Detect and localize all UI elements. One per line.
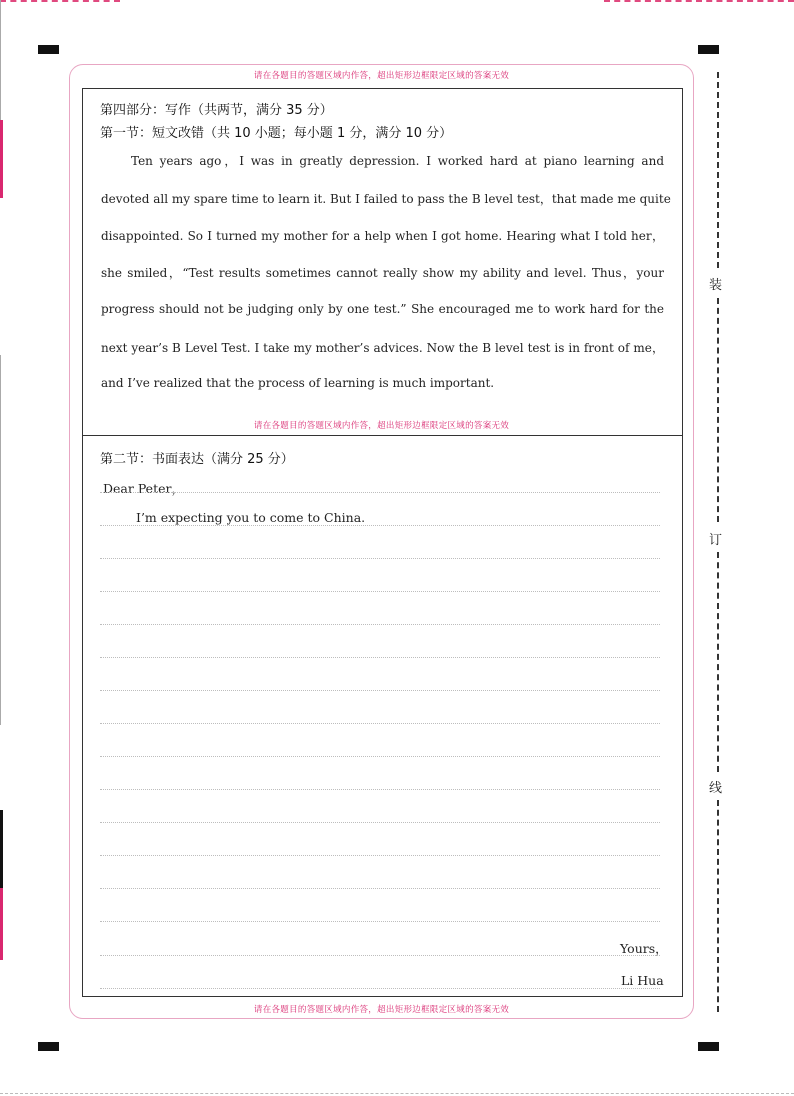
left-edge-pink xyxy=(0,120,3,198)
section2-title: 第二节：书面表达（满分 25 分） xyxy=(100,452,294,467)
top-dash-left xyxy=(0,0,120,2)
letter-first-line: I’m expecting you to come to China. xyxy=(136,510,366,525)
binding-line-4 xyxy=(717,800,719,1012)
writing-rule xyxy=(100,591,660,592)
corner-marker-tl xyxy=(38,45,59,54)
writing-rule xyxy=(100,624,660,625)
binding-char-zhuang: 装 xyxy=(709,278,723,293)
left-edge-gray-2 xyxy=(0,355,1,725)
left-edge-pink-2 xyxy=(0,888,3,960)
writing-rule xyxy=(100,921,660,922)
letter-signature: Li Hua xyxy=(621,973,664,988)
writing-rule xyxy=(100,657,660,658)
bottom-dash xyxy=(0,1093,794,1094)
writing-rule xyxy=(100,756,660,757)
writing-rule xyxy=(100,988,660,989)
passage-line-4: she smiled，“Test results sometimes cannot really show my ability and level. Thus，your xyxy=(101,266,664,280)
binding-char-ding: 订 xyxy=(709,533,723,548)
warning-bottom: 请在各题目的答题区域内作答，超出矩形边框限定区域的答案无效 xyxy=(253,1005,510,1015)
writing-rule xyxy=(100,789,660,790)
writing-rule xyxy=(100,492,660,493)
writing-rule xyxy=(100,888,660,889)
writing-rule xyxy=(100,525,660,526)
letter-closing: Yours， xyxy=(620,941,668,956)
warning-top: 请在各题目的答题区域内作答，超出矩形边框限定区域的答案无效 xyxy=(253,71,510,81)
passage-line-7: and I’ve realized that the process of learning is much important. xyxy=(101,376,495,390)
binding-char-xian: 线 xyxy=(709,781,723,796)
passage-line-3: disappointed. So I turned my mother for a help when I got home. Hearing what I told her， xyxy=(101,229,664,243)
writing-rule xyxy=(100,822,660,823)
corner-marker-tr xyxy=(698,45,719,54)
passage-line-1: Ten years ago，I was in greatly depression. I worked hard at piano learning and xyxy=(131,154,664,168)
section4-title: 第四部分：写作（共两节，满分 35 分） xyxy=(100,103,333,118)
left-edge-gray xyxy=(0,0,1,120)
warning-middle: 请在各题目的答题区域内作答，超出矩形边框限定区域的答案无效 xyxy=(253,421,510,431)
passage-line-5: progress should not be judging only by one test.” She encouraged me to work hard for the xyxy=(101,302,664,316)
passage-line-6: next year’s B Level Test. I take my mother’s advices. Now the B level test is in front of me， xyxy=(101,341,664,355)
writing-rule xyxy=(100,723,660,724)
top-dash-right xyxy=(604,0,794,2)
binding-line-3 xyxy=(717,552,719,772)
passage-line-2: devoted all my spare time to learn it. But I failed to pass the B level test，that made me quite xyxy=(101,192,671,206)
section4-subtitle: 第一节：短文改错（共 10 小题；每小题 1 分，满分 10 分） xyxy=(100,126,453,141)
left-edge-black xyxy=(0,810,3,888)
writing-rule xyxy=(100,690,660,691)
writing-rule xyxy=(100,558,660,559)
binding-line-2 xyxy=(717,298,719,522)
corner-marker-br xyxy=(698,1042,719,1051)
writing-rule xyxy=(100,855,660,856)
binding-line-1 xyxy=(717,72,719,268)
letter-greeting: Dear Peter， xyxy=(103,481,184,496)
corner-marker-bl xyxy=(38,1042,59,1051)
writing-rule xyxy=(100,955,660,956)
